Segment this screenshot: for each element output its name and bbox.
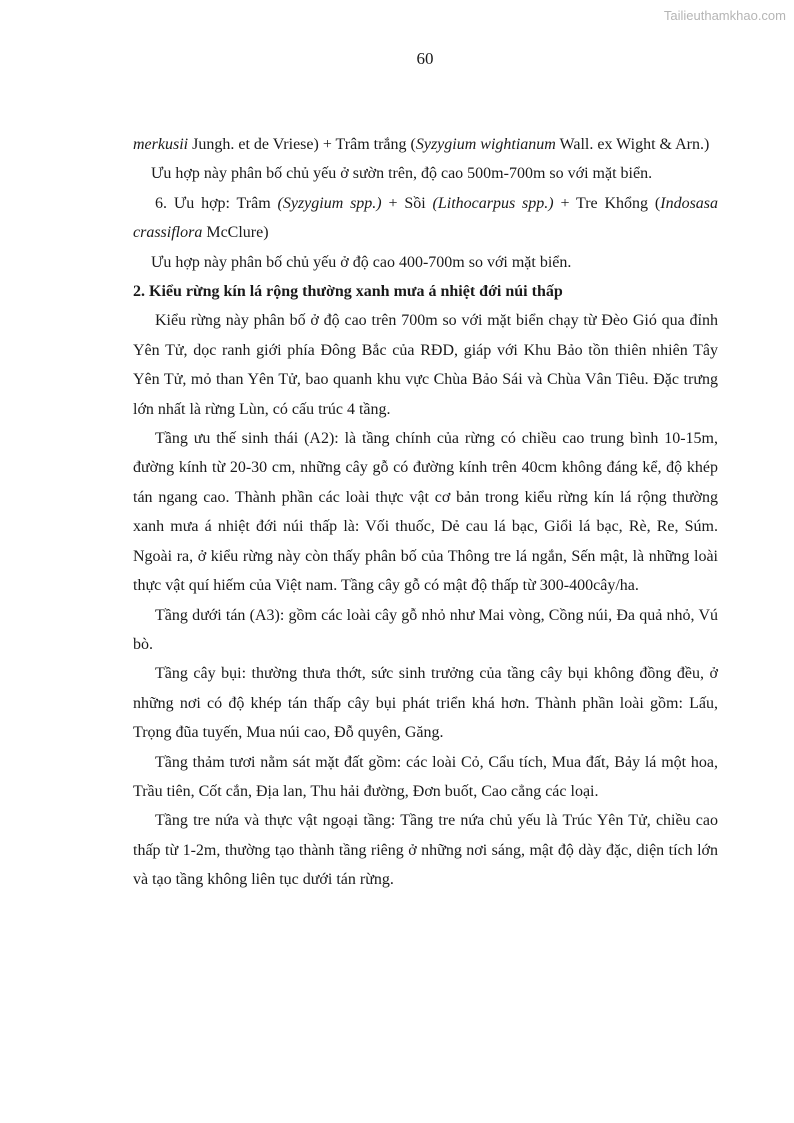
paragraph-species-continuation xyxy=(133,130,718,159)
paragraph-layer-a3: Tầng dưới tán (A3): gồm các loài cây gỗ nhỏ như Mai vòng, Cồng núi, Đa quả nhỏ, Vú bò. xyxy=(133,606,718,653)
watermark: Tailieuthamkhao.com xyxy=(663,8,786,23)
paragraph-distribution-2: Ưu hợp này phân bố chủ yếu ở độ cao 400-700m so với mặt biển. xyxy=(151,253,572,271)
paragraph-bamboo-layer: Tầng tre nứa và thực vật ngoại tầng: Tầng tre nứa chủ yếu là Trúc Yên Tử, chiều cao thấp từ 1-2m, thường tạo thành tầng riêng ở những nơi sáng, mật độ dày đặc, diện tích lớn và tạo tầng không liên tục dưới tán rừng. xyxy=(133,812,718,889)
page-number: 60 xyxy=(416,49,434,68)
text-run: McClure) xyxy=(202,224,269,242)
paragraph-shrub-layer: Tầng cây bụi: thường thưa thớt, sức sinh trưởng của tầng cây bụi không đồng đều, ở những nơi có độ khép tán thấp cây bụi phát triển khá hơn. Thành phần loài gồm: Lấu, Trọng đũa tuyến, Mua núi cao, Đỗ quyên, Găng. xyxy=(133,665,718,742)
paragraph-layer-a2: Tầng ưu thế sinh thái (A2): là tầng chính của rừng có chiều cao trung bình 10-15m, đường kính từ 20-30 cm, những cây gỗ có đường kính trên 40cm không đáng kể, độ khép tán ngang cao. Thành phần các loài thực vật cơ bản trong kiểu rừng kín lá rộng thường xanh mưa á nhiệt đới núi thấp là: Vối thuốc, Dẻ cau lá bạc, Giổi lá bạc, Rè, Re, Súm. Ngoài ra, ở kiểu rừng này còn thấy phân bố của Thông tre lá ngắn, Sến mật, là những loài thực vật quí hiếm của Việt nam. Tầng cây gỗ có mật độ thấp từ 300-400cây/ha. xyxy=(133,430,718,595)
text-run: Wall. ex Wight & Arn.) xyxy=(555,136,710,153)
species-name: (Lithocarpus spp.) xyxy=(432,194,554,212)
paragraph-ground-layer: Tầng thảm tươi nằm sát mặt đất gồm: các loài Cỏ, Cẩu tích, Mua đất, Bảy lá một hoa, Trầu tiên, Cốt cắn, Địa lan, Thu hải đường, Đơn buốt, Cao cẳng các loại. xyxy=(133,753,718,800)
species-name: merkusii xyxy=(133,136,189,153)
text-run: + Sồi xyxy=(381,194,433,212)
paragraph-association-6 xyxy=(133,189,718,248)
species-name: (Syzygium spp.) xyxy=(277,194,382,212)
text-run: 6. Ưu hợp: Trâm xyxy=(155,194,278,212)
paragraph-distribution-1: Ưu hợp này phân bố chủ yếu ở sườn trên, độ cao 500m-700m so với mặt biển. xyxy=(151,165,653,183)
text-run: Jungh. et de Vriese) + Trâm trắng ( xyxy=(188,136,416,153)
document-body xyxy=(133,130,718,895)
species-name: Indosasa crassiflora xyxy=(133,194,719,242)
paragraph-forest-type: Kiểu rừng này phân bố ở độ cao trên 700m so với mặt biển chạy từ Đèo Gió qua đỉnh Yên Tử, dọc ranh giới phía Đông Bắc của RĐD, giáp với Khu Bảo tồn thiên nhiên Tây Yên Tử, mỏ than Yên Tử, bao quanh khu vực Chùa Bảo Sái và Chùa Vân Tiêu. Đặc trưng lớn nhất là rừng Lùn, có cấu trúc 4 tầng. xyxy=(133,312,718,418)
text-run: + Tre Khổng ( xyxy=(553,194,661,212)
species-name: Syzygium wightianum xyxy=(415,136,556,153)
section-heading: 2. Kiểu rừng kín lá rộng thường xanh mưa á nhiệt đới núi thấp xyxy=(133,283,563,301)
